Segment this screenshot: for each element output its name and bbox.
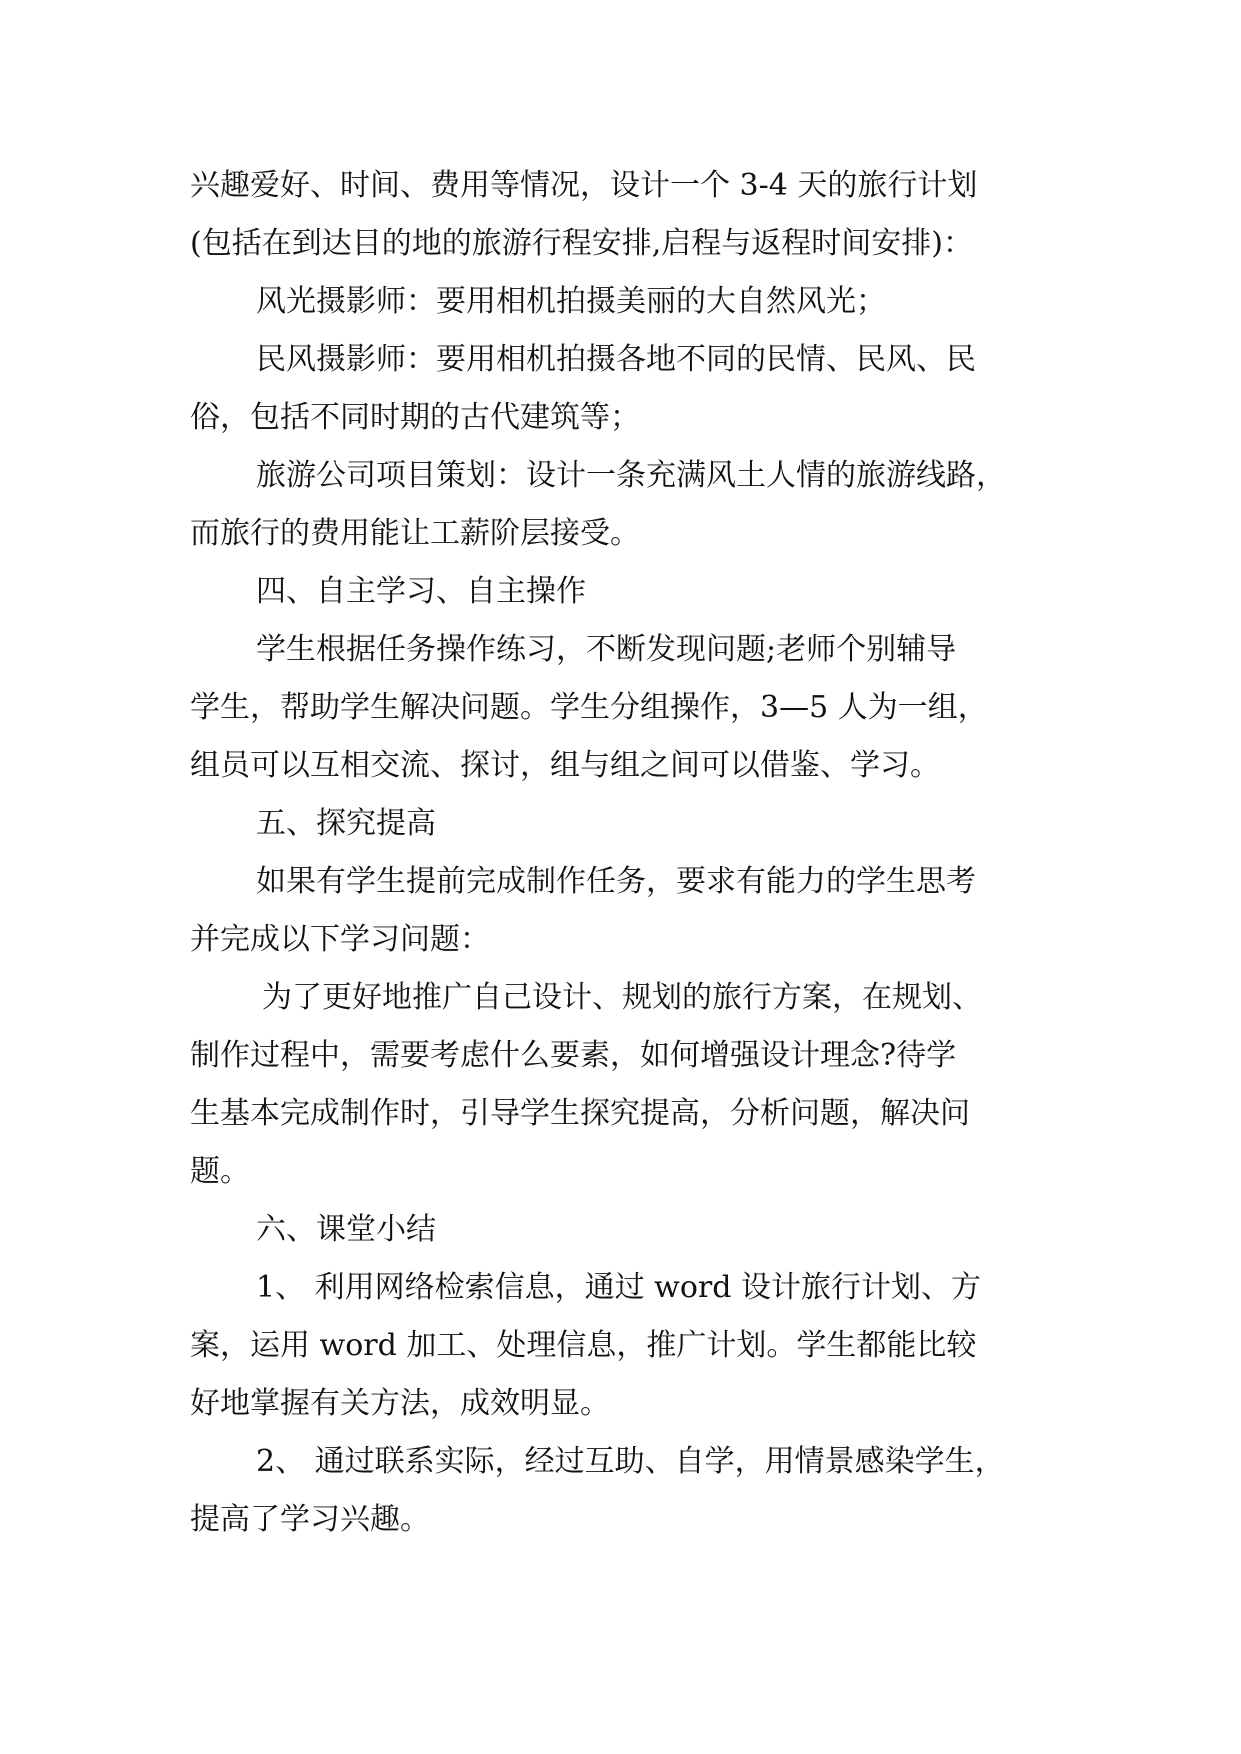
paragraph-travel-plan bbox=[190, 157, 1050, 273]
summary-item-2 bbox=[190, 1433, 1050, 1549]
text-line: 如果有学生提前完成制作任务，要求有能力的学生思考 bbox=[256, 864, 976, 899]
text-line: 提高了学习兴趣。 bbox=[190, 1502, 430, 1537]
section-heading-5 bbox=[190, 795, 1050, 853]
text-line: 风光摄影师：要用相机拍摄美丽的大自然风光； bbox=[256, 284, 886, 319]
summary-item-1 bbox=[190, 1259, 1050, 1433]
paragraph-landscape-photographer bbox=[190, 273, 1050, 331]
section-heading: 六、课堂小结 bbox=[256, 1212, 436, 1247]
text-line: 组员可以互相交流、探讨，组与组之间可以借鉴、学习。 bbox=[190, 748, 940, 783]
section-heading-4 bbox=[190, 563, 1050, 621]
text-line: 题。 bbox=[190, 1154, 250, 1189]
text-line: 2、 通过联系实际，经过互助、自学，用情景感染学生， bbox=[256, 1444, 1005, 1479]
paragraph-advanced-task bbox=[190, 853, 1050, 969]
text-line: 为了更好地推广自己设计、规划的旅行方案，在规划、 bbox=[262, 980, 982, 1015]
paragraph-folk-photographer bbox=[190, 331, 1050, 447]
document-body bbox=[190, 157, 1050, 1549]
paragraph-promotion bbox=[190, 969, 1050, 1201]
text-line: 1、 利用网络检索信息，通过 word 设计旅行计划、方 bbox=[256, 1270, 981, 1305]
text-line: 好地掌握有关方法，成效明显。 bbox=[190, 1386, 610, 1421]
text-line: 学生，帮助学生解决问题。学生分组操作，3—5 人为一组， bbox=[190, 690, 988, 725]
text-line: 学生根据任务操作练习，不断发现问题;老师个别辅导 bbox=[256, 632, 957, 667]
text-line: 旅游公司项目策划：设计一条充满风土人情的旅游线路， bbox=[256, 458, 1006, 493]
paragraph-travel-company bbox=[190, 447, 1050, 563]
text-line: 制作过程中，需要考虑什么要素，如何增强设计理念?待学 bbox=[190, 1038, 957, 1073]
text-line: 生基本完成制作时，引导学生探究提高，分析问题，解决问 bbox=[190, 1096, 970, 1131]
text-line: 俗，包括不同时期的古代建筑等； bbox=[190, 400, 640, 435]
section-heading: 五、探究提高 bbox=[256, 806, 436, 841]
section-heading-6 bbox=[190, 1201, 1050, 1259]
text-line: (包括在到达目的地的旅游行程安排,启程与返程时间安排)： bbox=[190, 226, 973, 261]
text-line: 并完成以下学习问题： bbox=[190, 922, 490, 957]
section-heading: 四、自主学习、自主操作 bbox=[256, 574, 586, 609]
paragraph-practice bbox=[190, 621, 1050, 795]
text-line: 民风摄影师：要用相机拍摄各地不同的民情、民风、民 bbox=[256, 342, 976, 377]
text-line: 案，运用 word 加工、处理信息，推广计划。学生都能比较 bbox=[190, 1328, 977, 1363]
text-line: 兴趣爱好、时间、费用等情况，设计一个 3-4 天的旅行计划 bbox=[190, 168, 978, 203]
text-line: 而旅行的费用能让工薪阶层接受。 bbox=[190, 516, 640, 551]
